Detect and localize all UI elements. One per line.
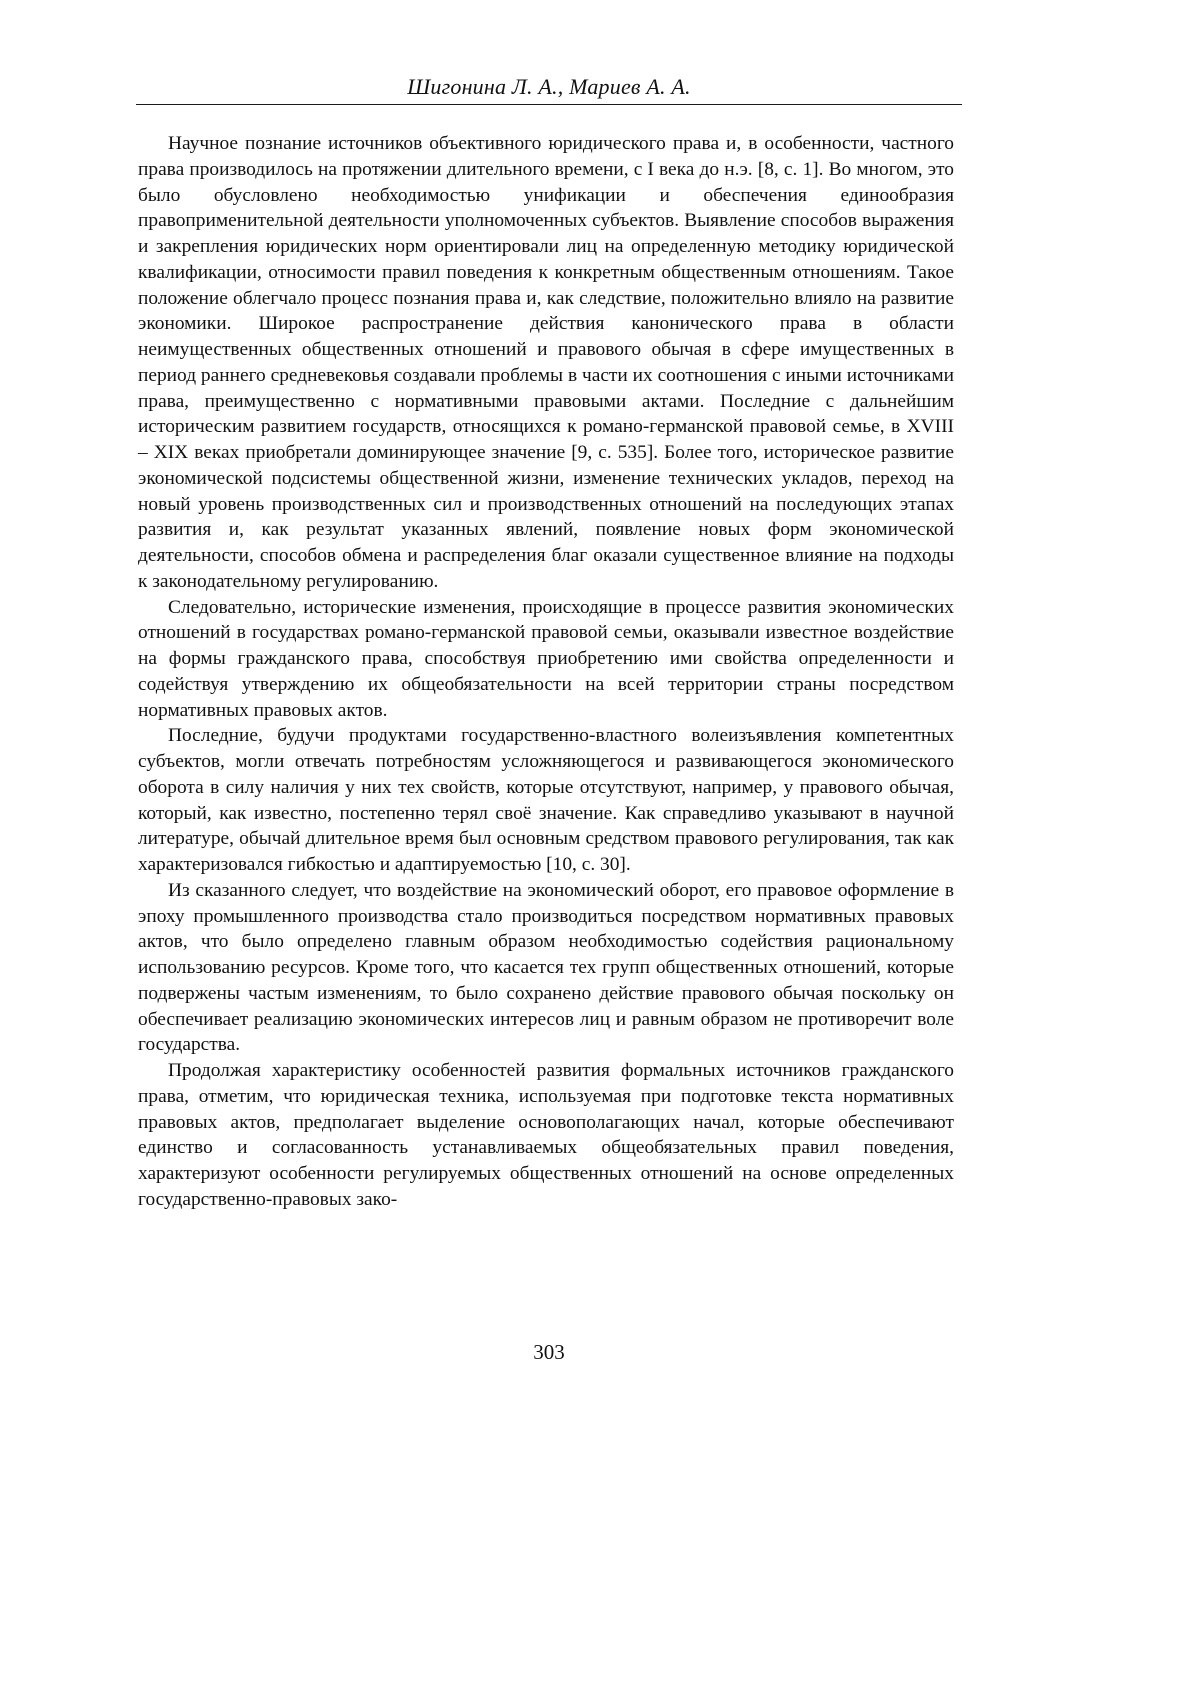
paragraph-1: Научное познание источников объективного юридического права и, в особенности, частного права производилось на протяжении длительного времени, с I века до н.э. [8, с. 1]. Во многом, это было обусловлено необходимостью унификации и обеспечения единообразия правоприменительной деятельности уполномоченных субъектов. Выявление способов выражения и закрепления юридических норм ориентировали лиц на определенную методику юридической квалификации, относимости правил поведения к конкретным общественным отношениям. Такое положение облегчало процесс познания права и, как следствие, положительно влияло на развитие экономики. Широкое распространение действия канонического права в области неимущественных общественных отношений и правового обычая в сфере имущественных в период раннего средневековья создавали проблемы в части их соотношения с иными источниками права, преимущественно с нормативными правовыми актами. Последние с дальнейшим историческим развитием государств, относящихся к романо-германской правовой семье, в XVIII – XIX веках приобретали доминирующее значение [9, с. 535]. Более того, историческое развитие экономической подсистемы общественной жизни, изменение технических укладов, переход на новый уровень производственных сил и производственных отношений на последующих этапах развития и, как результат указанных явлений, появление новых форм экономической деятельности, способов обмена и распределения благ оказали существенное влияние на подходы к законодательному регулированию. (138, 131, 954, 595)
paragraph-5: Продолжая характеристику особенностей развития формальных источников гражданского права, отметим, что юридическая техника, используемая при подготовке текста нормативных правовых актов, предполагает выделение основополагающих начал, которые обеспечивают единство и согласованность устанавливаемых общеобязательных правил поведения, характеризуют особенности регулируемых общественных отношений на основе определенных государственно-правовых зако- (138, 1058, 954, 1213)
document-page (0, 0, 1200, 1697)
paragraph-4: Из сказанного следует, что воздействие на экономический оборот, его правовое оформление в эпоху промышленного производства стало производиться посредством нормативных правовых актов, что было определено главным образом необходимостью содействия рациональному использованию ресурсов. Кроме того, что касается тех групп общественных отношений, которые подвержены частым изменениям, то было сохранено действие правового обычая поскольку он обеспечивает реализацию экономических интересов лиц и равным образом не противоречит воле государства. (138, 878, 954, 1058)
paragraph-2: Следовательно, исторические изменения, происходящие в процессе развития экономических отношений в государствах романо-германской правовой семьи, оказывали известное воздействие на формы гражданского права, способствуя приобретению ими свойства определенности и содействуя утверждению их общеобязательности на всей территории страны посредством нормативных правовых актов. (138, 595, 954, 724)
article-body (138, 131, 954, 1213)
header-divider (136, 104, 962, 105)
paragraph-3: Последние, будучи продуктами государственно-властного волеизъявления компетентных субъектов, могли отвечать потребностям усложняющегося и развивающегося экономического оборота в силу наличия у них тех свойств, которые отсутствуют, например, у правового обычая, который, как известно, постепенно терял своё значение. Как справедливо указывают в научной литературе, обычай длительное время был основным средством правового регулирования, так как характеризовался гибкостью и адаптируемостью [10, с. 30]. (138, 723, 954, 878)
page-number: 303 (136, 1338, 962, 1366)
running-header-authors: Шигонина Л. А., Мариев А. А. (136, 72, 962, 102)
